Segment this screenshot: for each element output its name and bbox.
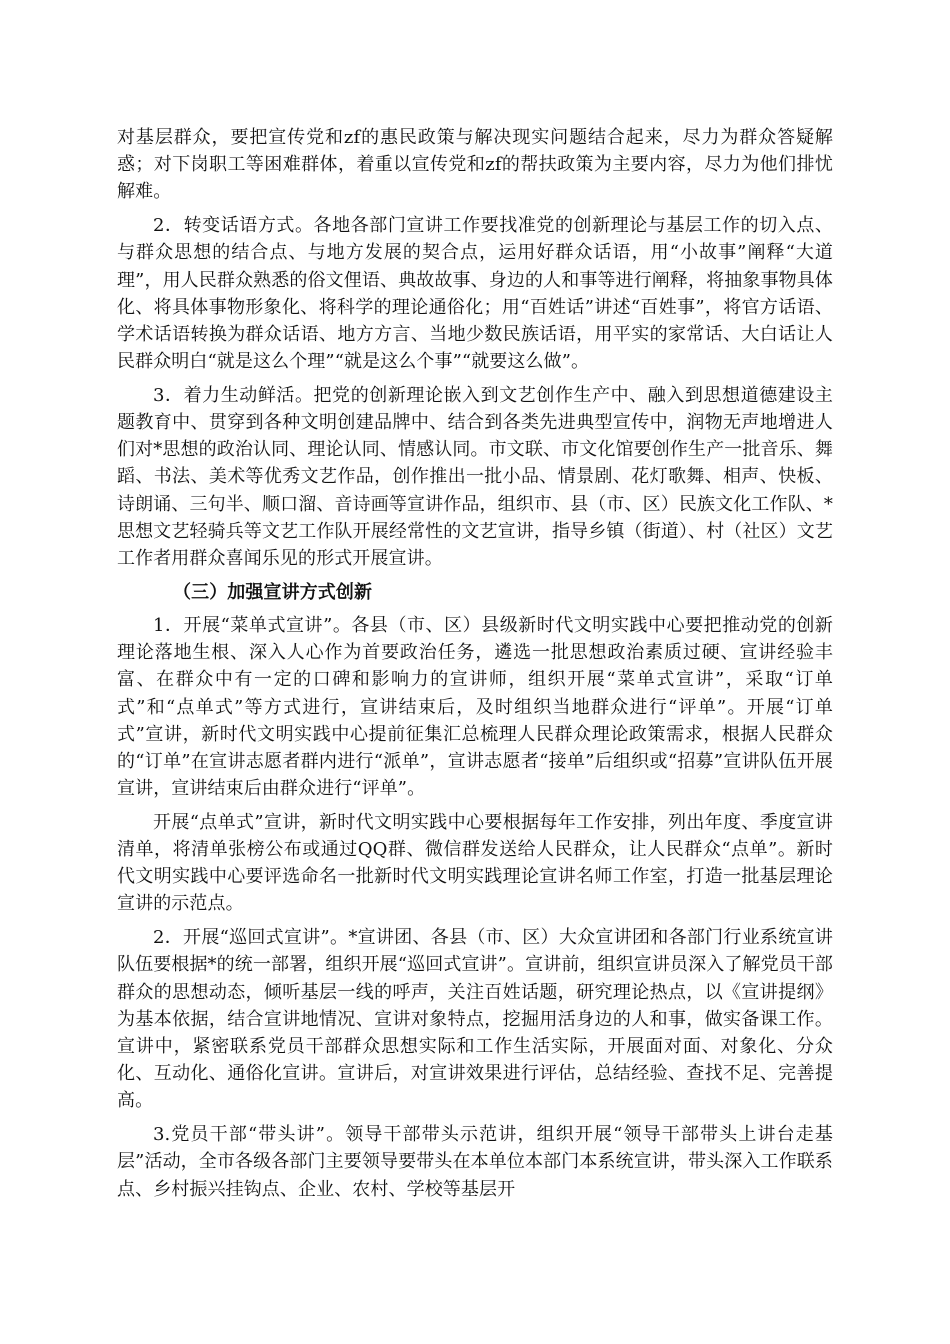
document-page: [117, 124, 833, 1209]
paragraph-vivid-fresh: 3．着力生动鲜活。把党的创新理论嵌入到文艺创作生产中、融入到思想道德建设主题教育中、贯穿到各种文明创建品牌中、结合到各类先进典型宣传中，润物无声地增进人们对*思想的政治认同、理论认同、情感认同。市文联、市文化馆要创作生产一批音乐、舞蹈、书法、美术等优秀文艺作品，创作推出一批小品、情景剧、花灯歌舞、相声、快板、诗朗诵、三句半、顺口溜、音诗画等宣讲作品，组织市、县（市、区）民族文化工作队、*思想文艺轻骑兵等文艺工作队开展经常性的文艺宣讲，指导乡镇（街道）、村（社区）文艺工作者用群众喜闻乐见的形式开展宣讲。: [117, 384, 833, 570]
paragraph-continuation: 对基层群众，要把宣传党和zf的惠民政策与解决现实问题结合起来，尽力为群众答疑解惑；对下岗职工等困难群体，着重以宣传党和zf的帮扶政策为主要内容，尽力为他们排忧解难。: [117, 127, 833, 203]
paragraph-change-discourse: 2．转变话语方式。各地各部门宣讲工作要找准党的创新理论与基层工作的切入点、与群众思想的结合点、与地方发展的契合点，运用好群众话语，用“小故事”阐释“大道理”，用人民群众熟悉的俗文俚语、典故故事、身边的人和事等进行阐释，将抽象事物具体化、将具体事物形象化、将科学的理论通俗化；用“百姓话”讲述“百姓事”，将官方话语、学术话语转换为群众话语、地方方言、当地少数民族话语，用平实的家常话、大白话让人民群众明白“就是这么个理”“就是这么个事”“就要这么做”。: [117, 215, 833, 373]
paragraph-order-lecture: 开展“点单式”宣讲，新时代文明实践中心要根据每年工作安排，列出年度、季度宣讲清单，将清单张榜公布或通过QQ群、微信群发送给人民群众，让人民群众“点单”。新时代文明实践中心要评选命名一批新时代文明实践理论宣讲名师工作室，打造一批基层理论宣讲的示范点。: [117, 811, 833, 915]
paragraph-touring-lecture: 2．开展“巡回式宣讲”。*宣讲团、各县（市、区）大众宣讲团和各部门行业系统宣讲队伍要根据*的统一部署，组织开展“巡回式宣讲”。宣讲前，组织宣讲员深入了解党员干部群众的思想动态，倾听基层一线的呼声，关注百姓话题，研究理论热点，以《宣讲提纲》为基本依据，结合宣讲地情况、宣讲对象特点，挖掘用活身边的人和事，做实备课工作。宣讲中，紧密联系党员干部群众思想实际和工作生活实际，开展面对面、对象化、分众化、互动化、通俗化宣讲。宣讲后，对宣讲效果进行评估，总结经验、查找不足、完善提高。: [117, 927, 833, 1112]
section-heading: （三）加强宣讲方式创新: [173, 581, 373, 603]
paragraph-menu-lecture: 1．开展“菜单式宣讲”。各县（市、区）县级新时代文明实践中心要把推动党的创新理论落地生根、深入人心作为首要政治任务，遴选一批思想政治素质过硬、宣讲经验丰富、在群众中有一定的口碑和影响力的宣讲师，组织开展“菜单式宣讲”，采取“订单式”和“点单式”等方式进行，宣讲结束后，及时组织当地群众进行“评单”。开展“订单式”宣讲，新时代文明实践中心提前征集汇总梳理人民群众理论政策需求，根据人民群众的“订单”在宣讲志愿者群内进行“派单”，宣讲志愿者“接单”后组织或“招募”宣讲队伍开展宣讲，宣讲结束后由群众进行“评单”。: [117, 614, 833, 800]
paragraph-cadres-lead: 3.党员干部“带头讲”。领导干部带头示范讲，组织开展“领导干部带头上讲台走基层”活动，全市各级各部门主要领导要带头在本单位本部门本系统宣讲，带头深入工作联系点、乡村振兴挂钩点、企业、农村、学校等基层开: [117, 1124, 833, 1200]
